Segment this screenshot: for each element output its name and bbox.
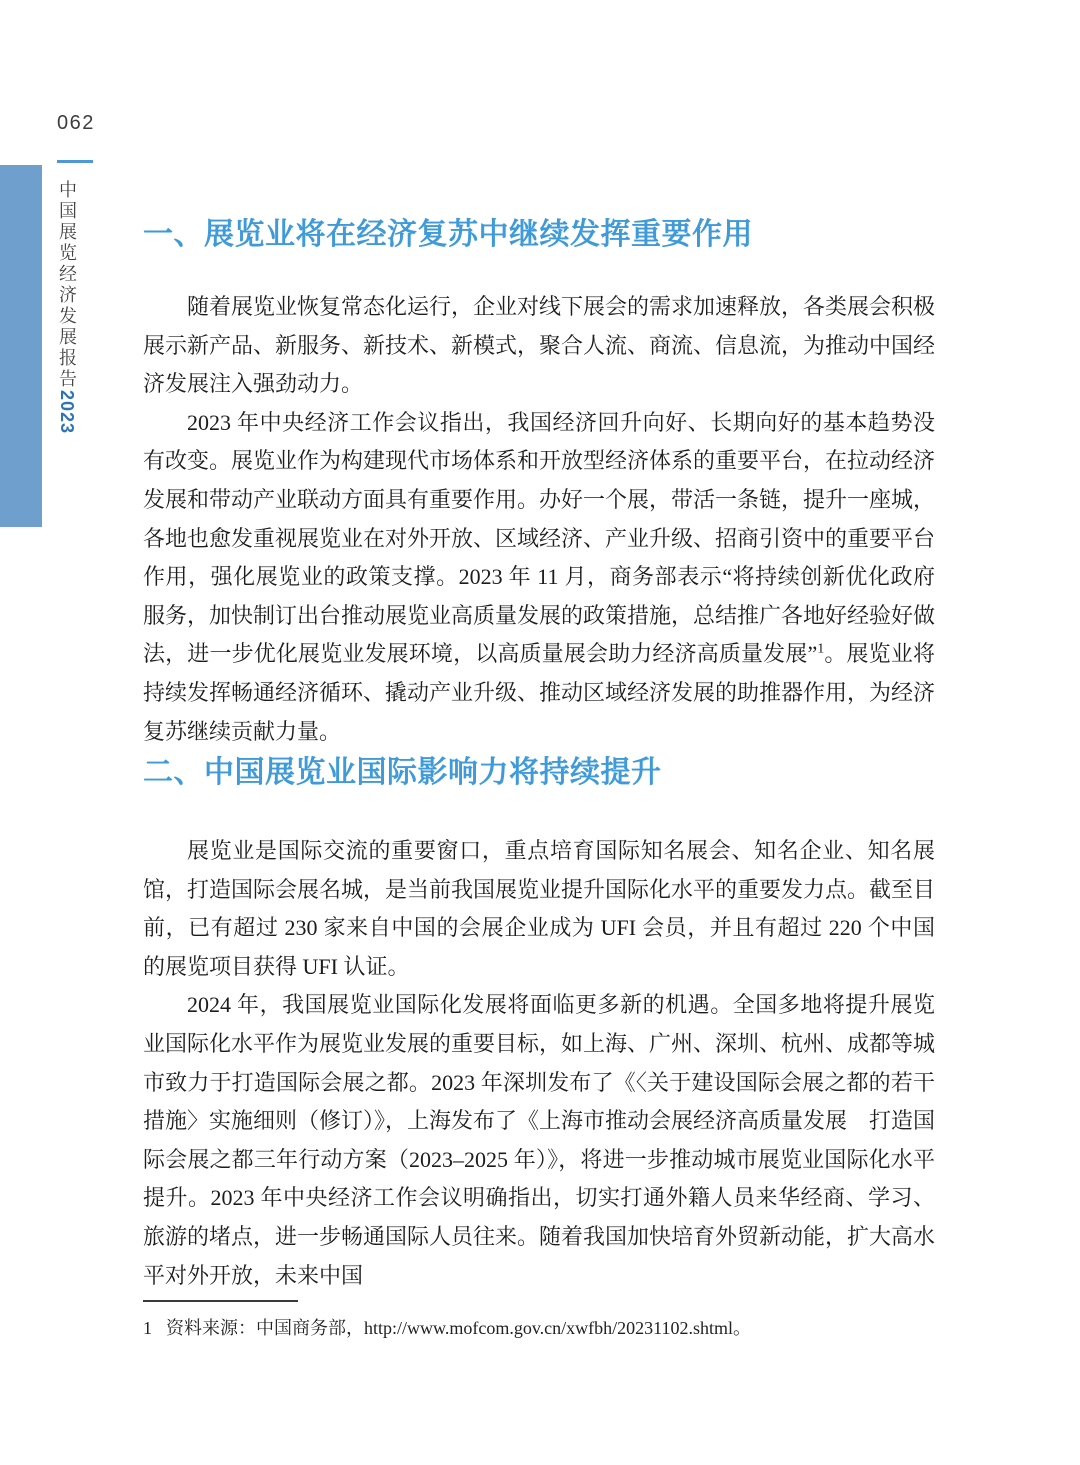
footnote — [143, 1314, 943, 1342]
page-number: 062 — [57, 112, 95, 134]
sidebar-accent-bar — [0, 165, 42, 527]
footnote-marker: 1 — [143, 1318, 152, 1338]
section-2-heading: 二、中国展览业国际影响力将持续提升 — [143, 756, 662, 789]
sidebar-title-text: 中国展览经济发展报告 — [57, 180, 77, 390]
paragraph-text: 。展览业将持续发挥畅通经济循环、撬动产业升级、推动区域经济发展的助推器作用，为经济复苏继续贡献力量。 — [143, 641, 936, 744]
footnote-divider — [143, 1300, 298, 1302]
paragraph — [143, 404, 935, 751]
footnote-text: 资料来源：中国商务部，http://www.mofcom.gov.cn/xwfbh/20231102.shtml。 — [166, 1318, 751, 1338]
sidebar-title-year: 2023 — [57, 390, 77, 435]
paragraph: 随着展览业恢复常态化运行，企业对线下展会的需求加速释放，各类展会积极展示新产品、新服务、新技术、新模式，聚合人流、商流、信息流，为推动中国经济发展注入强劲动力。 — [143, 294, 936, 397]
section-1-body — [143, 288, 935, 751]
section-1-heading: 一、展览业将在经济复苏中继续发挥重要作用 — [143, 218, 753, 251]
footnote-reference: 1 — [817, 642, 825, 658]
sidebar-vertical-title — [54, 180, 80, 500]
section-2-body — [143, 832, 935, 1295]
page-number-rule — [57, 160, 93, 163]
paragraph-text: 2023 年中央经济工作会议指出，我国经济回升向好、长期向好的基本趋势没有改变。展览业作为构建现代市场体系和开放型经济体系的重要平台，在拉动经济发展和带动产业联动方面具有重要作用。办好一个展，带活一条链，提升一座城，各地也愈发重视展览业在对外开放、区域经济、产业升级、招商引资中的重要平台作用，强化展览业的政策支撑。2023 年 11 月，商务部表示“将持续创新优化政府服务，加快制订出台推动展览业高质量发展的政策措施，总结推广各地好经验好做法，进一步优化展览业发展环境，以高质量展会助力经济高质量发展” — [143, 409, 936, 667]
paragraph: 展览业是国际交流的重要窗口，重点培育国际知名展会、知名企业、知名展馆，打造国际会展名城，是当前我国展览业提升国际化水平的重要发力点。截至目前，已有超过 230 家来自中国的会展企业成为 UFI 会员，并且有超过 220 个中国的展览项目获得 UFI 认证。 — [143, 838, 936, 979]
paragraph: 2024 年，我国展览业国际化发展将面临更多新的机遇。全国多地将提升展览业国际化水平作为展览业发展的重要目标，如上海、广州、深圳、杭州、成都等城市致力于打造国际会展之都。2023 年深圳发布了《〈关于建设国际会展之都的若干措施〉实施细则（修订）》，上海发布了《上海市推动会展经济高质量发展 打造国际会展之都三年行动方案（2023–2025 年）》，将进一步推动城市展览业国际化水平提升。2023 年中央经济工作会议明确指出，切实打通外籍人员来华经商、学习、旅游的堵点，进一步畅通国际人员往来。随着我国加快培育外贸新动能，扩大高水平对外开放，未来中国 — [143, 992, 936, 1288]
